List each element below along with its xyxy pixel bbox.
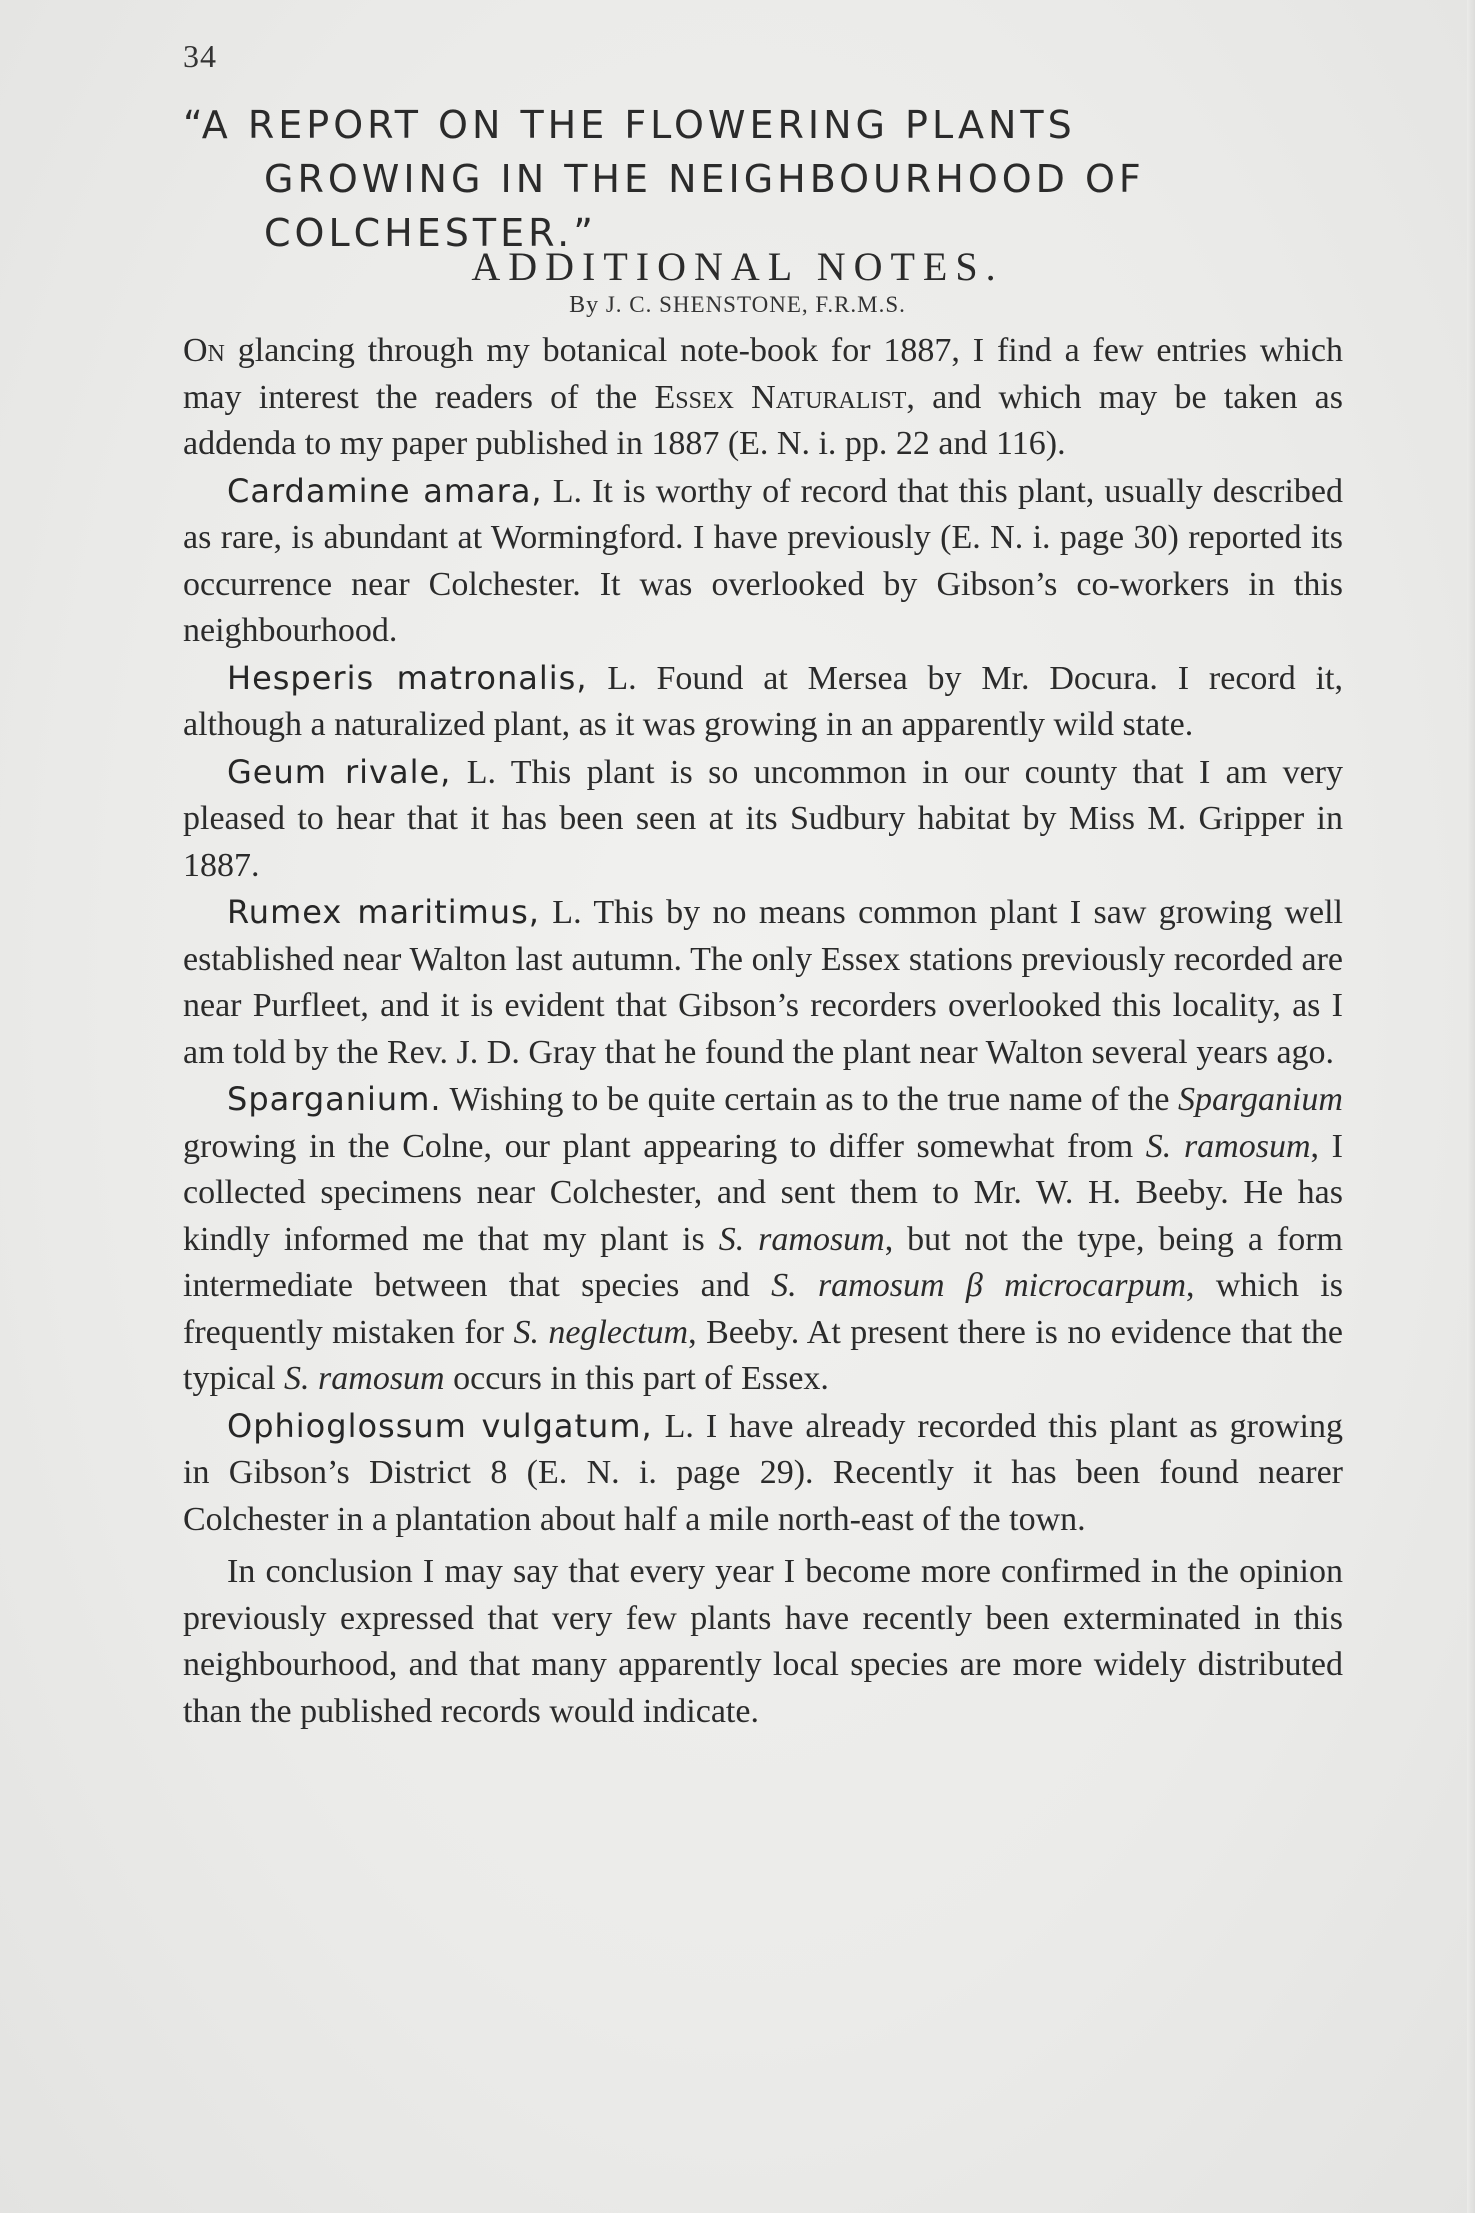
entry-text: , I collected specimens near Colchester, and sent them to Mr. W. H. Beeby. He has kindly informed me that my plant is <box>183 1127 1344 1258</box>
entry-text: L. This plant is so uncommon in our county that I am very pleased to hear that it has been seen at its Sudbury habitat by Miss M. Gripper in 1887. <box>183 753 1344 884</box>
article-title <box>183 98 1353 260</box>
entry-text: L. It is worthy of record that this plant, usually described as rare, is abundant at Wormingford. I have previously (E. N. i. page 30) reported its occurrence near Colchester. It was overlooked by Gibson’s co-workers in this neighbourhood. <box>183 472 1344 649</box>
entry-text: , but not the type, being a form intermediate between that species and <box>183 1220 1343 1304</box>
section-subtitle: ADDITIONAL NOTES. <box>471 244 1004 289</box>
entry-paragraph <box>183 655 1343 749</box>
entry-paragraph <box>183 889 1343 1076</box>
entry-text: L. Found at Mersea by Mr. Docura. I record it, although a naturalized plant, as it was growing in an apparently wild state. <box>183 659 1343 743</box>
species-name: Sparganium. <box>227 1080 442 1118</box>
sparganium-paragraph <box>183 1076 1343 1403</box>
species-name: Geum rivale, <box>227 752 452 791</box>
species-name: Ophioglossum vulgatum, <box>227 1406 653 1445</box>
byline <box>0 292 1475 319</box>
title-line-3: COLCHESTER.” <box>264 211 597 255</box>
species-name: Cardamine amara, <box>227 471 543 510</box>
entry-text: occurs in this part of Essex. <box>444 1360 829 1397</box>
intro-first-word: On <box>183 332 225 369</box>
entry-text: , Beeby. At present there is no evidence that the typical <box>183 1313 1344 1397</box>
entry-text: L. This by no means common plant I saw growing well established near Walton last autumn. The only Essex stations previously recorded are near Purfleet, and it is evident that Gibson’s recorders overlooked this locality, as I am told by the Rev. J. D. Gray that he found the plant near Walton several years ago. <box>183 894 1344 1071</box>
title-line-2: GROWING IN THE NEIGHBOURHOOD OF <box>264 157 1145 201</box>
intro-text-a: glancing through my botanical note-book for 1887, I find a few entries which may interest the readers of the <box>183 332 1343 416</box>
italic-species: Sparganium <box>1178 1081 1343 1118</box>
article-body <box>183 328 1343 1735</box>
byline-prefix: By <box>569 292 600 318</box>
entry-text: Wishing to be quite certain as to the true name of the <box>441 1081 1179 1118</box>
byline-author: J. C. SHENSTONE, F.R.M.S. <box>605 292 906 317</box>
italic-species: S. ramosum <box>284 1360 445 1397</box>
species-name: Rumex maritimus, <box>227 893 540 931</box>
page-edge-shadow <box>1467 0 1475 2213</box>
entry-text: , which is frequently mistaken for <box>183 1267 1343 1351</box>
entry-text: growing in the Colne, our plant appearing to differ somewhat from <box>183 1127 1146 1165</box>
journal-name: Essex Naturalist <box>654 378 907 416</box>
entry-paragraph <box>183 1403 1343 1544</box>
species-name: Hesperis matronalis, <box>227 658 588 697</box>
italic-species: S. ramosum <box>718 1220 885 1258</box>
entry-paragraph <box>183 749 1343 890</box>
intro-text-b: , and which may be taken as addenda to my paper published in 1887 (E. N. i. pp. 22 and 116). <box>183 378 1344 462</box>
italic-species: S. ramosum <box>1145 1127 1311 1165</box>
title-line-1: “A REPORT ON THE FLOWERING PLANTS <box>183 103 1076 147</box>
conclusion-paragraph: In conclusion I may say that every year I become more confirmed in the opinion previously expressed that very few plants have recently been exterminated in this neighbourhood, and that many apparently local species are more widely distributed than the published records would indicate. <box>183 1553 1343 1730</box>
italic-species: S. ramosum β microcarpum <box>771 1267 1187 1304</box>
page-number: 34 <box>183 38 217 74</box>
entry-text: L. I have already recorded this plant as growing in Gibson’s District 8 (E. N. i. page 29). Recently it has been found nearer Colchester in a plantation about half a mile north-east of the town. <box>183 1407 1344 1538</box>
intro-paragraph <box>183 328 1343 468</box>
entry-paragraph <box>183 468 1343 655</box>
italic-species: S. neglectum <box>513 1313 689 1351</box>
